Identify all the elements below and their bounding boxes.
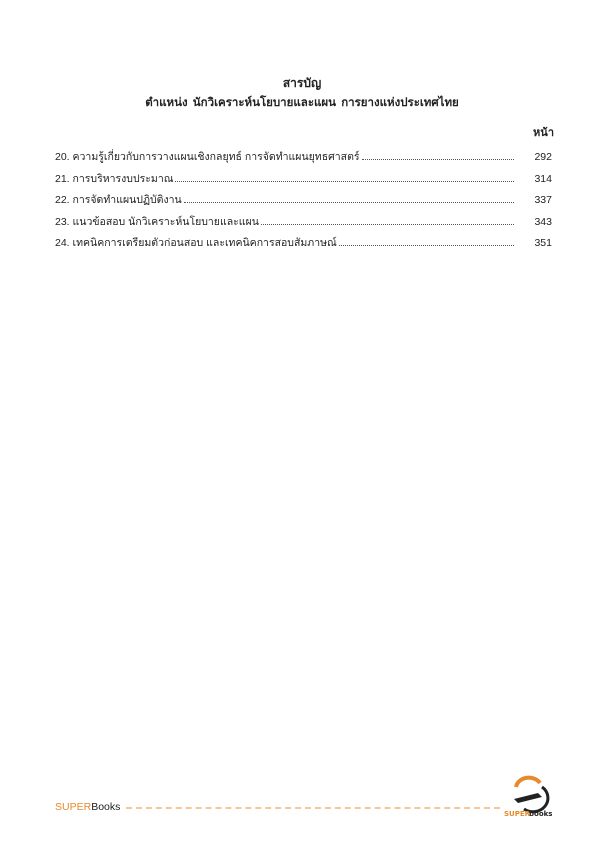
page-title: สารบัญ (282, 76, 322, 90)
page-column-header: หน้า (533, 127, 554, 139)
dot-leader (339, 245, 514, 246)
footer-brand: SUPERBooks (55, 801, 121, 813)
toc-label: 24. เทคนิคการเตรียมตัวก่อนสอบ และเทคนิคการสอบสัมภาษณ์ (55, 237, 337, 250)
superbooks-logo-icon (502, 773, 552, 818)
toc-label: 23. แนวข้อสอบ นักวิเคราะห์นโยบายและแผน (55, 215, 259, 228)
svg-text:books: books (529, 810, 552, 818)
toc-page: 292 (534, 151, 552, 163)
toc-page: 314 (534, 172, 552, 185)
svg-text:SUPER: SUPER (504, 810, 531, 818)
dot-leader (261, 224, 514, 225)
toc-page: 337 (534, 194, 552, 207)
table-of-contents (55, 148, 552, 256)
toc-label: 20. ความรู้เกี่ยวกับการวางแผนเชิงกลยุทธ์ การจัดทำแผนยุทธศาสตร์ (55, 151, 360, 163)
page-subtitle: ตำแหน่ง นักวิเคราะห์นโยบายและแผน การยางแห่งประเทศไทย (145, 97, 459, 109)
toc-label: 21. การบริหารงบประมาณ (55, 172, 174, 185)
toc-entry (55, 191, 552, 213)
dot-leader (175, 181, 514, 182)
toc-entry (55, 148, 552, 170)
footer-divider (126, 807, 500, 809)
dot-leader (362, 159, 514, 160)
toc-page: 351 (534, 237, 552, 250)
toc-entry (55, 234, 552, 256)
dot-leader (184, 202, 514, 203)
page-footer (55, 801, 500, 813)
toc-entry (55, 170, 552, 192)
toc-label: 22. การจัดทำแผนปฏิบัติงาน (55, 194, 182, 207)
toc-entry (55, 213, 552, 235)
toc-page: 343 (534, 215, 552, 228)
